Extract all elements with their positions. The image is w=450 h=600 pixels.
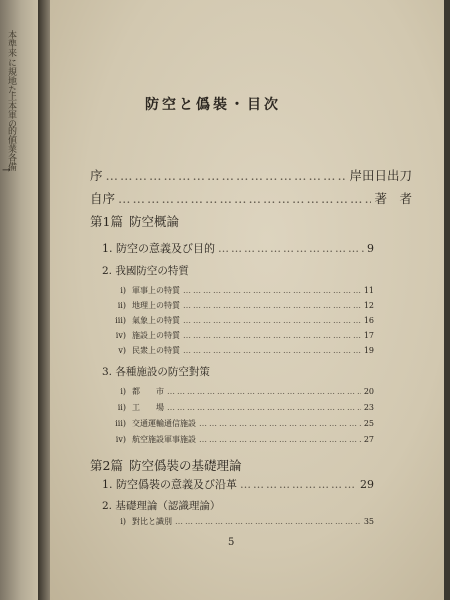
toc-entry-own-preface [90, 189, 412, 207]
chapter-title: 基礎理論（認識理論） [115, 500, 221, 512]
leader-dots [183, 331, 361, 340]
page-number: 17 [363, 331, 374, 340]
facing-page-text: 上本軍の [6, 92, 16, 128]
subsection-number: iii) [115, 419, 126, 428]
page-number: 35 [363, 517, 374, 526]
toc-subsection [102, 300, 374, 311]
leader-dots [167, 387, 361, 396]
page-title: 防空と僞裝・目次 [145, 97, 281, 113]
chapter-title: 我國防空の特質 [115, 265, 189, 277]
page-number: 27 [363, 435, 374, 444]
leader-dots [199, 419, 361, 428]
subsection-title: 對比と識別 [132, 517, 172, 526]
chapter-number: 2. [102, 500, 113, 512]
subsection-title: 工 場 [132, 403, 164, 412]
leader-dots [167, 403, 361, 412]
toc-chapter [102, 476, 374, 492]
subsection-number: iv) [115, 331, 126, 340]
page-number: 11 [363, 286, 374, 295]
toc-entry-label: 序 [90, 168, 103, 183]
subsection-number: v) [118, 346, 126, 355]
facing-page-edge [0, 0, 38, 600]
toc-chapter [102, 263, 189, 278]
toc-entry-author: 著 者 [374, 191, 412, 206]
subsection-number: iii) [115, 316, 126, 325]
leader-dots [175, 517, 361, 526]
part-heading [90, 456, 241, 474]
page-number: 29 [360, 478, 374, 491]
page-folio: 5 [228, 537, 235, 548]
subsection-number: i) [120, 286, 126, 295]
subsection-number: ii) [117, 403, 126, 412]
toc-subsection [102, 285, 374, 296]
toc-chapter [102, 498, 220, 513]
leader-dots [183, 286, 361, 295]
subsection-title: 軍事上の特質 [132, 286, 180, 295]
book-gutter [38, 0, 50, 600]
leader-dots [183, 346, 361, 355]
subsection-number: ii) [117, 301, 126, 310]
leader-dots [199, 435, 361, 444]
part-title: 防空僞裝の基礎理論 [128, 458, 242, 473]
facing-page-text: 本準来 [6, 30, 16, 57]
toc-subsection [102, 418, 374, 429]
toc-subsection [102, 330, 374, 341]
subsection-title: 航空施設軍事施設 [132, 435, 196, 444]
toc-subsection [102, 434, 374, 445]
toc-subsection [102, 345, 374, 356]
leader-dots [106, 168, 347, 183]
leader-dots [240, 478, 357, 491]
toc-page [50, 0, 444, 600]
chapter-title: 防空の意義及び目的 [116, 242, 215, 255]
toc-chapter [102, 364, 210, 379]
facing-page-mark: → [2, 165, 11, 176]
chapter-title: 防空僞裝の意義及び沿革 [116, 478, 237, 491]
page-number: 23 [363, 403, 374, 412]
toc-entry-label: 自序 [90, 191, 116, 206]
part-title: 防空概論 [128, 214, 179, 229]
part-number: 第1篇 [90, 214, 123, 229]
facing-page-text: 的値業各備 [6, 126, 16, 171]
subsection-number: i) [120, 387, 126, 396]
page-number: 16 [363, 316, 374, 325]
subsection-title: 施設上の特質 [132, 331, 180, 340]
subsection-title: 地理上の特質 [132, 301, 180, 310]
page-number: 20 [363, 387, 374, 396]
page-number: 12 [363, 301, 374, 310]
toc-subsection [102, 516, 374, 527]
subsection-title: 民衆上の特質 [132, 346, 180, 355]
toc-subsection [102, 386, 374, 397]
facing-page-text: に規地た [6, 58, 16, 94]
part-heading [90, 212, 179, 230]
toc-entry-author: 岸田日出刀 [349, 168, 412, 183]
chapter-title: 各種施設の防空對策 [115, 366, 210, 378]
chapter-number: 2. [102, 265, 113, 277]
subsection-number: i) [120, 517, 126, 526]
page-number: 25 [363, 419, 374, 428]
page-number: 9 [367, 242, 374, 255]
subsection-number: iv) [115, 435, 126, 444]
page-edge [444, 0, 450, 600]
toc-subsection [102, 402, 374, 413]
chapter-number: 1. [102, 242, 113, 255]
part-number: 第2篇 [90, 458, 123, 473]
toc-chapter [102, 240, 374, 256]
leader-dots [218, 242, 364, 255]
leader-dots [183, 316, 361, 325]
leader-dots [183, 301, 361, 310]
chapter-number: 1. [102, 478, 113, 491]
toc-entry-preface [90, 166, 412, 184]
chapter-number: 3. [102, 366, 113, 378]
leader-dots [118, 191, 371, 206]
subsection-title: 都 市 [132, 387, 164, 396]
subsection-title: 交通運輸通信施設 [132, 419, 196, 428]
subsection-title: 氣象上の特質 [132, 316, 180, 325]
page-number: 19 [363, 346, 374, 355]
toc-subsection [102, 315, 374, 326]
